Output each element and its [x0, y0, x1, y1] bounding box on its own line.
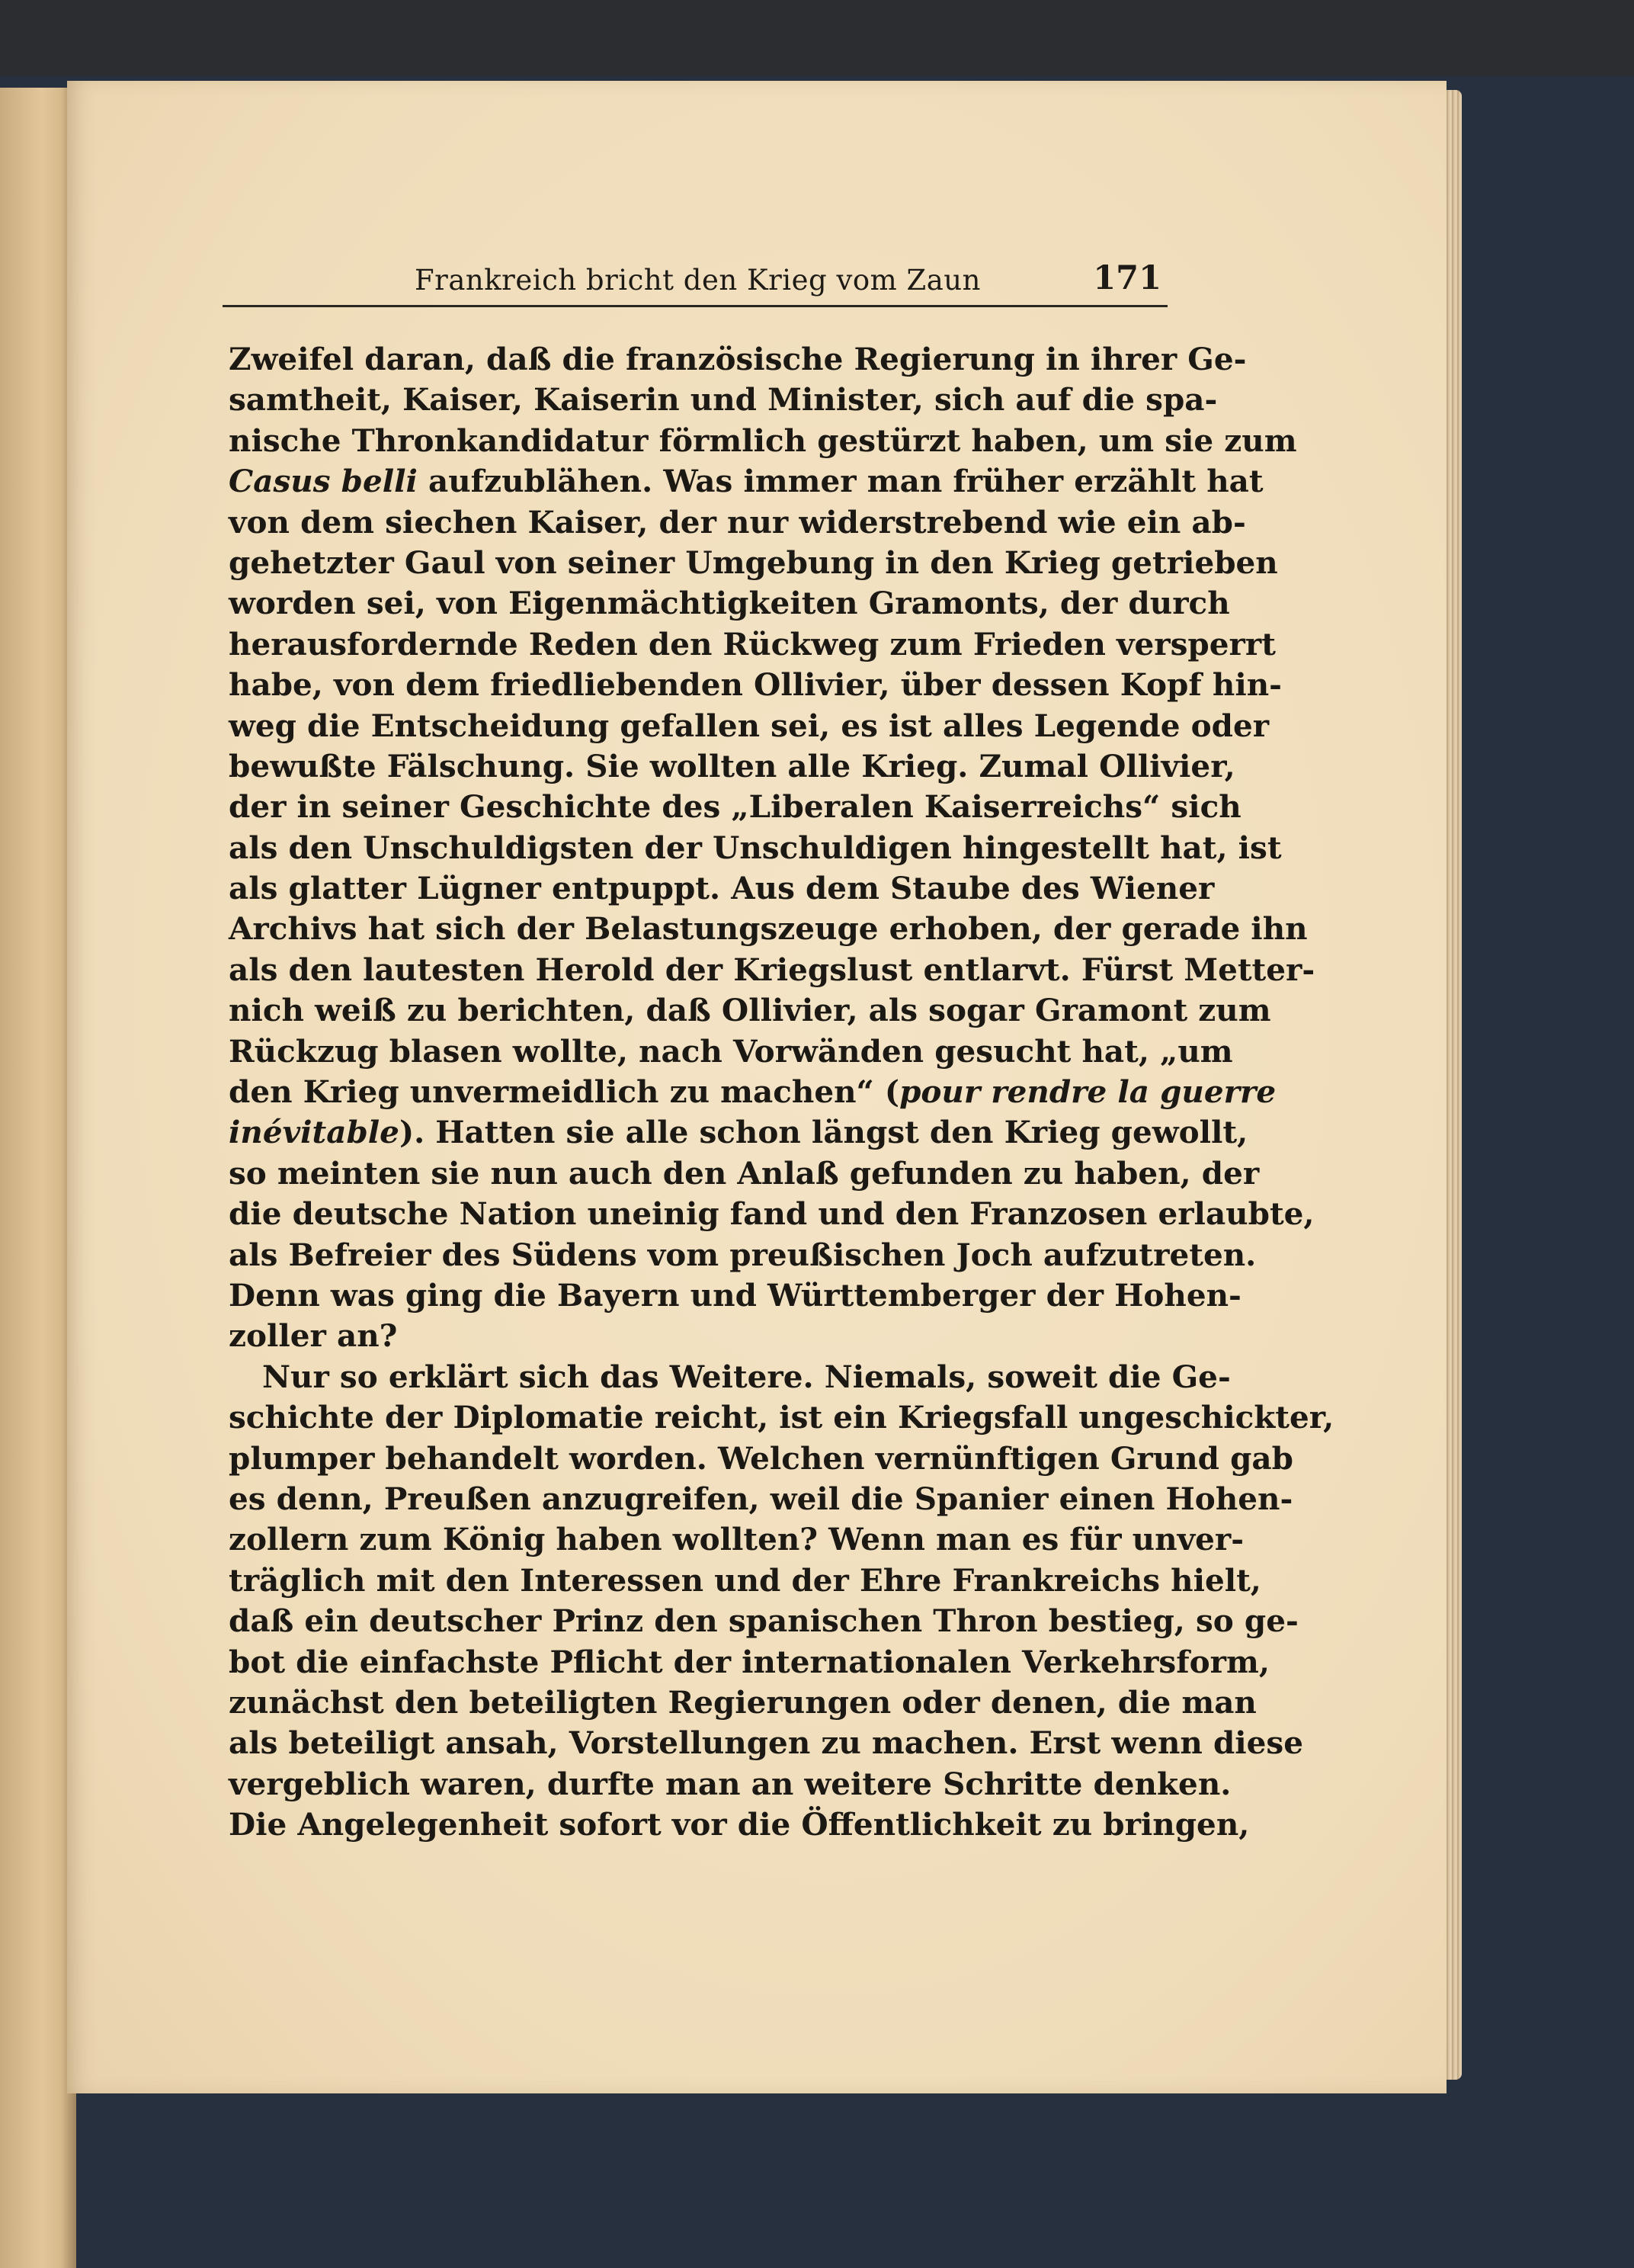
text-line: [229, 1683, 1257, 1723]
text-line: [229, 1031, 1233, 1072]
text-line: [229, 828, 1282, 868]
text-line: [229, 868, 1215, 909]
text-segment: herausfordernde Reden den Rückweg zum Frieden versperrt: [229, 625, 1276, 662]
text-line: [229, 461, 1264, 502]
text-segment: es denn, Preußen anzugreifen, weil die Spanier einen Hohen-: [229, 1480, 1293, 1517]
text-segment: daß ein deutscher Prinz den spanischen Thron bestieg, so ge-: [229, 1602, 1299, 1640]
running-title: Frankreich bricht den Krieg vom Zaun: [415, 264, 981, 297]
text-segment: träglich mit den Interessen und der Ehre Frankreichs hielt,: [229, 1561, 1261, 1599]
text-segment: Archivs hat sich der Belastungszeuge erhoben, der gerade ihn: [229, 910, 1308, 948]
text-segment: Die Angelegenheit sofort vor die Öffentlichkeit zu bringen,: [229, 1806, 1250, 1843]
text-line: [229, 1561, 1261, 1601]
text-line: [229, 380, 1218, 420]
text-segment: zunächst den beteiligten Regierungen oder denen, die man: [229, 1683, 1257, 1721]
text-segment: der in seiner Geschichte des „Liberalen Kaiserreichs“ sich: [229, 788, 1242, 826]
text-segment: zollern zum König haben wollten? Wenn man es für unver-: [229, 1521, 1245, 1558]
text-segment: Rückzug blasen wollte, nach Vorwänden gesucht hat, „um: [229, 1032, 1233, 1070]
text-line: [229, 1397, 1334, 1438]
text-segment: Zweifel daran, daß die französische Regierung in ihrer Ge-: [229, 341, 1247, 377]
text-line: [229, 1723, 1304, 1763]
text-segment: als Befreier des Südens vom preußischen Joch aufzutreten.: [229, 1236, 1257, 1273]
text-segment: worden sei, von Eigenmächtigkeiten Gramonts, der durch: [229, 585, 1230, 622]
text-segment: weg die Entscheidung gefallen sei, es ist alles Legende oder: [229, 707, 1270, 744]
text-line: [229, 1764, 1232, 1804]
text-line: [229, 1479, 1293, 1519]
text-segment: nich weiß zu berichten, daß Ollivier, als sogar Gramont zum: [229, 992, 1271, 1029]
text-line: [229, 1804, 1250, 1845]
text-line: [229, 1439, 1293, 1479]
text-line: [229, 543, 1278, 583]
header-rule: [223, 305, 1168, 307]
text-line: [229, 665, 1282, 705]
text-line: [229, 787, 1242, 827]
previous-page-edge: [0, 88, 76, 2268]
text-segment: so meinten sie nun auch den Anlaß gefunden zu haben, der: [229, 1154, 1260, 1192]
text-line: [229, 1194, 1315, 1234]
text-segment: Nur so erklärt sich das Weitere. Niemals, soweit die Ge-: [262, 1358, 1231, 1395]
page-number: 171: [1093, 259, 1161, 297]
text-line: [229, 1642, 1270, 1683]
italic-phrase: inévitable: [229, 1114, 399, 1151]
text-line: [229, 502, 1246, 543]
italic-phrase: pour rendre la guerre: [899, 1073, 1277, 1111]
text-line: [229, 1275, 1242, 1316]
text-line: [229, 421, 1297, 461]
text-line: [229, 1357, 1231, 1397]
text-line: [229, 950, 1315, 990]
text-segment: bewußte Fälschung. Sie wollten alle Krieg. Zumal Ollivier,: [229, 747, 1235, 784]
text-line: [229, 909, 1308, 949]
text-segment: als den Unschuldigsten der Unschuldigen hingestellt hat, ist: [229, 829, 1282, 866]
text-line: [229, 1601, 1299, 1641]
text-segment: plumper behandelt worden. Welchen vernünftigen Grund gab: [229, 1439, 1293, 1477]
text-segment: von dem siechen Kaiser, der nur widerstrebend wie ein ab-: [229, 503, 1246, 541]
italic-phrase: Casus belli: [229, 463, 418, 500]
text-segment: gehetzter Gaul von seiner Umgebung in den Krieg getrieben: [229, 544, 1278, 581]
text-line: [229, 746, 1235, 787]
text-segment: als glatter Lügner entpuppt. Aus dem Staube des Wiener: [229, 870, 1215, 907]
text-segment: vergeblich waren, durfte man an weitere Schritte denken.: [229, 1765, 1232, 1802]
text-segment: nische Thronkandidatur förmlich gestürzt haben, um sie zum: [229, 422, 1297, 459]
text-segment: aufzublähen. Was immer man früher erzählt hat: [417, 463, 1264, 500]
text-segment: samtheit, Kaiser, Kaiserin und Minister, sich auf die spa-: [229, 381, 1218, 419]
text-line: [229, 624, 1276, 665]
text-segment: Denn was ging die Bayern und Württemberger der Hohen-: [229, 1276, 1242, 1314]
text-segment: ). Hatten sie alle schon längst den Krieg gewollt,: [399, 1114, 1248, 1151]
text-line: [229, 1153, 1260, 1194]
text-segment: den Krieg unvermeidlich zu machen“ (: [229, 1073, 900, 1111]
text-segment: bot die einfachste Pflicht der internationalen Verkehrsform,: [229, 1643, 1270, 1680]
text-segment: zoller an?: [229, 1317, 398, 1355]
text-segment: als den lautesten Herold der Kriegslust entlarvt. Fürst Metter-: [229, 951, 1315, 988]
text-line: [229, 1112, 1248, 1153]
text-segment: schichte der Diplomatie reicht, ist ein Kriegsfall ungeschickter,: [229, 1399, 1334, 1436]
text-line: [229, 706, 1270, 746]
text-line: [229, 1072, 1277, 1112]
text-line: [229, 990, 1271, 1031]
text-line: [229, 583, 1230, 624]
text-segment: habe, von dem friedliebenden Ollivier, über dessen Kopf hin-: [229, 666, 1282, 704]
text-line: [229, 1235, 1257, 1275]
text-segment: die deutsche Nation uneinig fand und den Franzosen erlaubte,: [229, 1195, 1315, 1233]
text-line: [229, 339, 1247, 380]
text-line: [229, 1519, 1245, 1560]
running-head: [223, 258, 1168, 303]
text-segment: als beteiligt ansah, Vorstellungen zu machen. Erst wenn diese: [229, 1724, 1304, 1762]
text-line: [229, 1316, 1174, 1356]
body-text: [229, 339, 1334, 1845]
